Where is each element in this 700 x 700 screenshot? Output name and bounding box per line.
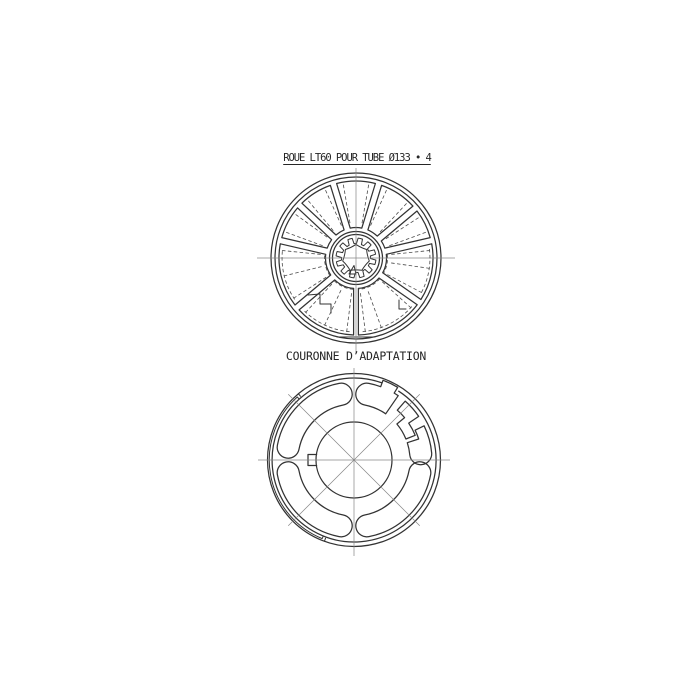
- crown-drawing: [258, 368, 450, 556]
- hidden-rib-line: [386, 218, 419, 239]
- crown-meander-slot-b: [397, 401, 419, 439]
- hidden-arc-line: [421, 249, 430, 294]
- wheel-drawing: [257, 168, 455, 352]
- hidden-rib-line: [389, 232, 426, 245]
- hidden-rib-line: [282, 250, 321, 254]
- hidden-rib-line: [325, 290, 341, 325]
- wheel-pocket-outline: [383, 244, 433, 300]
- hidden-rib-line: [382, 282, 411, 308]
- hidden-rib-line: [284, 267, 322, 276]
- hidden-rib-line: [387, 275, 421, 293]
- crown-meander-slot-a: [356, 380, 398, 414]
- hidden-arc-line: [282, 249, 295, 299]
- crown-title: COURONNE D’ADAPTATION: [285, 349, 427, 363]
- crown-rim-slot-step: [298, 394, 300, 397]
- hidden-rib-line: [360, 293, 365, 332]
- wheel-pocket-outline: [299, 280, 354, 335]
- hidden-rib-line: [296, 214, 328, 237]
- wheel-pocket-outline: [368, 185, 413, 236]
- hidden-rib-line: [368, 291, 381, 328]
- wheel-title: ROUE LT60 POUR TUBE Ø133 • 4: [283, 152, 431, 164]
- wheel-pocket-outline: [381, 211, 430, 248]
- wheel-step-detail-right: [399, 300, 406, 309]
- hidden-rib-line: [391, 263, 430, 268]
- hidden-rib-line: [391, 250, 430, 254]
- crown-rim-slot-step: [324, 538, 325, 541]
- crown-meander-slot-c: [407, 426, 431, 465]
- hidden-rib-line: [286, 232, 323, 245]
- wheel-pocket-outline: [279, 244, 331, 305]
- wheel-pocket-outline: [282, 208, 332, 248]
- hidden-rib-line: [347, 293, 352, 332]
